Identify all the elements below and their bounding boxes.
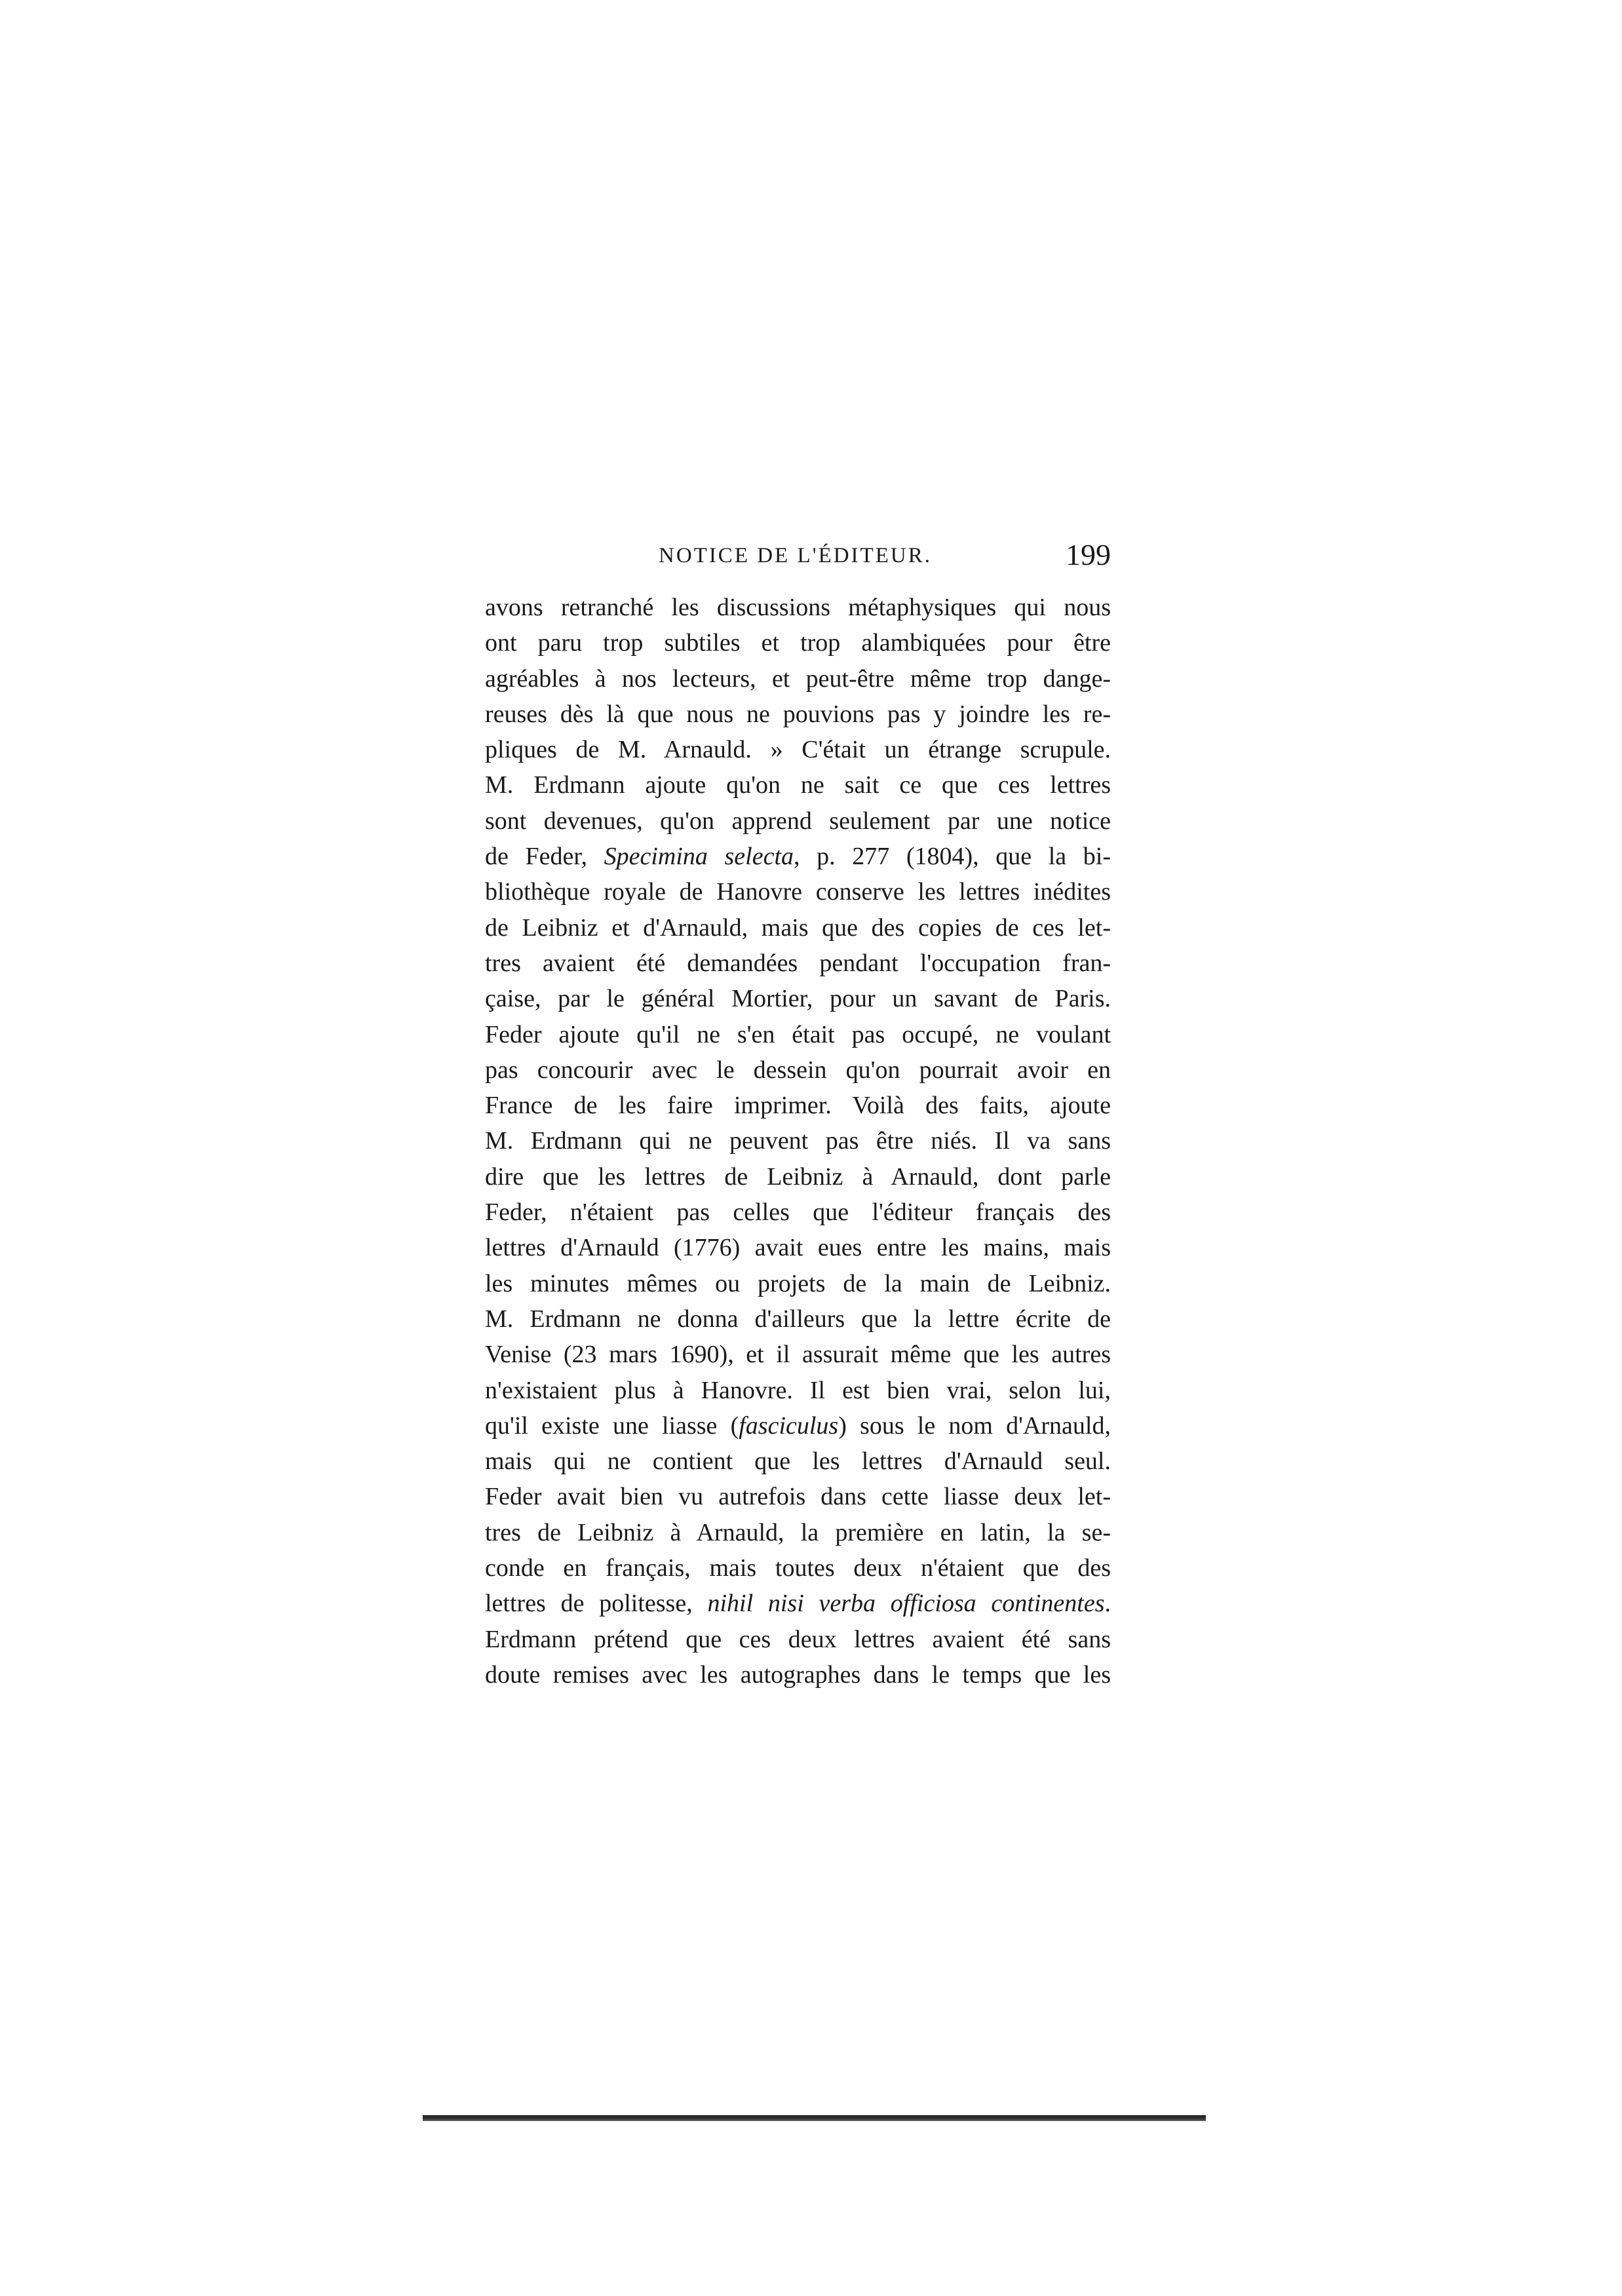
text-segment: , p. 277 (1804), que la bi- xyxy=(794,843,1111,871)
text-line: mais qui ne contient que les lettres d'Arnauld seul. xyxy=(485,1447,1111,1476)
italic-quote: nihil nisi verba officiosa continentes xyxy=(707,1590,1105,1618)
italic-term: fasciculus xyxy=(739,1411,839,1440)
text-line: Feder, n'étaient pas celles que l'éditeur français des xyxy=(485,1198,1111,1227)
text-segment: qu'il existe une liasse ( xyxy=(485,1411,739,1440)
text-line: reuses dès là que nous ne pouvions pas y joindre les re- xyxy=(485,700,1111,728)
text-line: avons retranché les discussions métaphysiques qui nous xyxy=(485,594,1111,621)
text-line: Feder avait bien vu autrefois dans cette liasse deux let- xyxy=(485,1483,1111,1511)
text-line: agréables à nos lecteurs, et peut-être même trop dange- xyxy=(485,664,1111,693)
text-line: ont paru trop subtiles et trop alambiquées pour être xyxy=(485,629,1111,657)
text-line: n'existaient plus à Hanovre. Il est bien vrai, selon lui, xyxy=(485,1376,1111,1404)
text-line: France de les faire imprimer. Voilà des faits, ajoute xyxy=(485,1092,1111,1120)
text-line: M. Erdmann qui ne peuvent pas être niés. Il va sans xyxy=(485,1127,1111,1155)
text-line xyxy=(485,839,1111,874)
text-line: M. Erdmann ajoute qu'on ne sait ce que ces lettres xyxy=(485,771,1111,799)
text-line: conde en français, mais toutes deux n'étaient que des xyxy=(485,1554,1111,1582)
text-line xyxy=(485,1408,1111,1444)
text-line: Venise (23 mars 1690), et il assurait même que les autres xyxy=(485,1341,1111,1369)
text-line: bliothèque royale de Hanovre conserve les lettres inédites xyxy=(485,878,1111,906)
italic-title: Specimina selecta xyxy=(604,843,794,871)
body-text xyxy=(485,590,1111,1693)
page-number: 199 xyxy=(1066,538,1111,571)
text-line: dire que les lettres de Leibniz à Arnauld, dont parle xyxy=(485,1162,1111,1191)
text-segment: lettres de politesse, xyxy=(485,1590,708,1618)
text-line: Feder ajoute qu'il ne s'en était pas occupé, ne voulant xyxy=(485,1020,1111,1048)
text-segment: de Feder, xyxy=(485,843,604,871)
running-title: NOTICE DE L'ÉDITEUR. xyxy=(659,544,932,567)
text-line: Erdmann prétend que ces deux lettres avaient été sans xyxy=(485,1625,1111,1653)
text-line: les minutes mêmes ou projets de la main de Leibniz. xyxy=(485,1269,1111,1297)
text-line: M. Erdmann ne donna d'ailleurs que la lettre écrite de xyxy=(485,1305,1111,1333)
text-line: lettres d'Arnauld (1776) avait eues entre les mains, mais xyxy=(485,1234,1111,1262)
text-line: pas concourir avec le dessein qu'on pourrait avoir en xyxy=(485,1056,1111,1084)
page-header xyxy=(485,538,1111,583)
bottom-rule xyxy=(423,2115,1206,2121)
text-line: de Leibniz et d'Arnauld, mais que des copies de ces let- xyxy=(485,913,1111,942)
text-line: tres avaient été demandées pendant l'occupation fran- xyxy=(485,949,1111,977)
text-line: sont devenues, qu'on apprend seulement par une notice xyxy=(485,807,1111,835)
text-segment: ) sous le nom d'Arnauld, xyxy=(838,1411,1111,1440)
text-line: doute remises avec les autographes dans le temps que les xyxy=(485,1660,1111,1689)
text-line: tres de Leibniz à Arnauld, la première en latin, la se- xyxy=(485,1518,1111,1546)
text-line: pliques de M. Arnauld. » C'était un étrange scrupule. xyxy=(485,736,1111,764)
text-segment: . xyxy=(1104,1590,1111,1618)
text-line: çaise, par le général Mortier, pour un savant de Paris. xyxy=(485,985,1111,1013)
text-line xyxy=(485,1586,1111,1621)
